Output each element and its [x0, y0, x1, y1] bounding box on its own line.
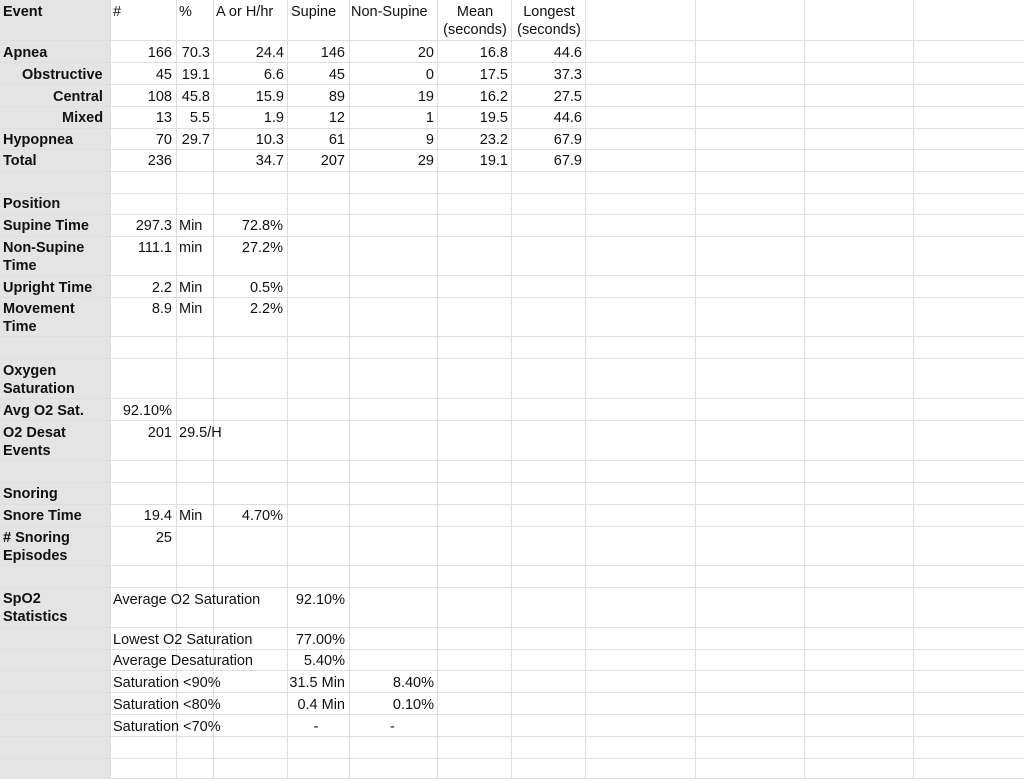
position-unit-upright[interactable]: Min [179, 280, 203, 296]
event-label-apnea[interactable]: Apnea [3, 45, 48, 61]
spo2-label[interactable]: Lowest O2 Saturation [113, 632, 253, 648]
snore-time-label[interactable]: Snore Time [3, 508, 82, 524]
event-rate-cell[interactable]: 15.9 [255, 89, 284, 105]
snore-time-percent[interactable]: 4.70% [241, 508, 283, 524]
oxygen-avg-value[interactable]: 92.10% [122, 403, 172, 419]
row-divider [0, 106, 1024, 107]
event-rate-cell[interactable]: 24.4 [255, 45, 284, 61]
event-non-supine-cell[interactable]: 0 [425, 67, 434, 83]
column-divider [695, 0, 696, 779]
event-supine-cell[interactable]: 89 [328, 89, 345, 105]
event-non-supine-cell[interactable]: 1 [425, 110, 434, 126]
row-divider [0, 692, 1024, 693]
event-supine-cell[interactable]: 146 [320, 45, 345, 61]
event-percent-cell[interactable]: 19.1 [181, 67, 210, 83]
event-percent-cell[interactable]: 5.5 [189, 110, 210, 126]
row-divider [0, 398, 1024, 399]
event-longest-cell[interactable]: 27.5 [553, 89, 582, 105]
row-divider [0, 504, 1024, 505]
row-divider [0, 128, 1024, 129]
spo2-label[interactable]: Saturation <80% [113, 697, 221, 713]
event-mean-cell[interactable]: 23.2 [479, 132, 508, 148]
spo2-label[interactable]: Average Desaturation [113, 653, 253, 669]
event-label-obstructive[interactable]: Obstructive [22, 67, 103, 83]
row-divider [0, 84, 1024, 85]
event-count-cell[interactable]: 70 [155, 132, 172, 148]
snore-time-value[interactable]: 19.4 [143, 508, 172, 524]
row-divider [0, 62, 1024, 63]
row-divider [0, 587, 1024, 588]
event-mean-cell[interactable]: 19.5 [479, 110, 508, 126]
spo2-label[interactable]: Saturation <90% [113, 675, 221, 691]
row-divider [0, 40, 1024, 41]
event-non-supine-cell[interactable]: 20 [417, 45, 434, 61]
spo2-value[interactable]: - [313, 719, 319, 735]
event-supine-cell[interactable]: 45 [328, 67, 345, 83]
oxygen-title[interactable]: Oxygen Saturation [3, 363, 75, 397]
spo2-label[interactable]: Saturation <70% [113, 719, 221, 735]
spo2-value[interactable]: 5.40% [303, 653, 345, 669]
spo2-extra[interactable]: 8.40% [392, 675, 434, 691]
position-label-non-supine[interactable]: Non-Supine Time [3, 240, 85, 274]
event-non-supine-cell[interactable]: 19 [417, 89, 434, 105]
row-divider [0, 736, 1024, 737]
position-label-supine[interactable]: Supine Time [3, 218, 89, 234]
event-label-mixed[interactable]: Mixed [62, 110, 104, 126]
event-supine-cell[interactable]: 207 [320, 153, 345, 169]
position-label-movement[interactable]: Movement Time [3, 301, 75, 335]
event-rate-cell[interactable]: 1.9 [263, 110, 284, 126]
event-rate-cell[interactable]: 34.7 [255, 153, 284, 169]
header-event[interactable]: Event [3, 4, 43, 20]
row-divider [0, 275, 1024, 276]
column-divider [585, 0, 586, 779]
header-count[interactable]: # [113, 4, 122, 20]
header-rate[interactable]: A or H/hr [216, 4, 274, 20]
row-divider [0, 214, 1024, 215]
oxygen-desat-label[interactable]: O2 Desat Events [3, 425, 66, 459]
row-divider [0, 358, 1024, 359]
spo2-title[interactable]: SpO2 Statistics [3, 591, 68, 625]
spo2-extra[interactable]: 0.10% [392, 697, 434, 713]
row-divider [0, 193, 1024, 194]
spo2-value[interactable]: 0.4 Min [297, 697, 345, 713]
row-divider [0, 627, 1024, 628]
row-divider [0, 649, 1024, 650]
row-divider [0, 171, 1024, 172]
event-supine-cell[interactable]: 12 [328, 110, 345, 126]
snoring-title[interactable]: Snoring [3, 486, 58, 502]
event-longest-cell[interactable]: 44.6 [553, 45, 582, 61]
row-divider [0, 460, 1024, 461]
event-count-cell[interactable]: 108 [147, 89, 172, 105]
position-value-non-supine[interactable]: 111.1 [137, 240, 172, 256]
event-count-cell[interactable]: 45 [155, 67, 172, 83]
snore-time-unit[interactable]: Min [179, 508, 203, 524]
spo2-label[interactable]: Average O2 Saturation [113, 592, 261, 608]
spo2-value[interactable]: 92.10% [295, 592, 345, 608]
row-divider [0, 149, 1024, 150]
row-divider [0, 758, 1024, 759]
position-label-upright[interactable]: Upright Time [3, 280, 93, 296]
row-divider [0, 565, 1024, 566]
header-mean[interactable]: Mean (seconds) [443, 4, 507, 38]
position-value-supine[interactable]: 297.3 [135, 218, 172, 234]
header-percent[interactable]: % [179, 4, 192, 20]
column-divider [913, 0, 914, 779]
snoring-episodes-value[interactable]: 25 [155, 530, 172, 546]
event-percent-cell[interactable]: 45.8 [181, 89, 210, 105]
event-count-cell[interactable]: 236 [147, 153, 172, 169]
header-longest[interactable]: Longest (seconds) [517, 4, 581, 38]
event-non-supine-cell[interactable]: 9 [425, 132, 434, 148]
position-unit-supine[interactable]: Min [179, 218, 203, 234]
position-value-upright[interactable]: 2.2 [151, 280, 172, 296]
event-mean-cell[interactable]: 16.8 [479, 45, 508, 61]
snoring-episodes-label[interactable]: # Snoring Episodes [3, 530, 70, 564]
event-count-cell[interactable]: 13 [155, 110, 172, 126]
event-mean-cell[interactable]: 19.1 [479, 153, 508, 169]
row-divider [0, 297, 1024, 298]
event-mean-cell[interactable]: 17.5 [479, 67, 508, 83]
spo2-extra[interactable]: - [390, 719, 395, 735]
event-longest-cell[interactable]: 67.9 [553, 132, 582, 148]
row-divider [0, 236, 1024, 237]
row-divider [0, 482, 1024, 483]
oxygen-avg-label[interactable]: Avg O2 Sat. [3, 403, 84, 419]
position-percent-non-supine[interactable]: 27.2% [241, 240, 283, 256]
event-percent-cell[interactable]: 70.3 [181, 45, 210, 61]
position-value-movement[interactable]: 8.9 [151, 301, 172, 317]
position-percent-supine[interactable]: 72.8% [241, 218, 283, 234]
event-longest-cell[interactable]: 44.6 [553, 110, 582, 126]
column-divider [804, 0, 805, 779]
event-count-cell[interactable]: 166 [147, 45, 172, 61]
event-label-hypopnea[interactable]: Hypopnea [3, 132, 74, 148]
position-percent-movement[interactable]: 2.2% [249, 301, 283, 317]
header-non-supine[interactable]: Non-Supine [351, 4, 428, 20]
spo2-value[interactable]: 31.5 Min [289, 675, 345, 691]
event-percent-cell[interactable]: 29.7 [181, 132, 210, 148]
event-label-total[interactable]: Total [3, 153, 37, 169]
spo2-value[interactable]: 77.00% [295, 632, 345, 648]
oxygen-desat-value[interactable]: 201 [147, 425, 172, 441]
event-supine-cell[interactable]: 61 [328, 132, 345, 148]
row-divider [0, 420, 1024, 421]
row-divider [0, 526, 1024, 527]
event-longest-cell[interactable]: 37.3 [553, 67, 582, 83]
oxygen-desat-rate[interactable]: 29.5/H [179, 425, 222, 441]
position-unit-non-supine[interactable]: min [179, 240, 203, 256]
event-label-central[interactable]: Central [53, 89, 103, 105]
row-divider [0, 714, 1024, 715]
event-rate-cell[interactable]: 6.6 [263, 67, 284, 83]
event-rate-cell[interactable]: 10.3 [255, 132, 284, 148]
event-non-supine-cell[interactable]: 29 [417, 153, 434, 169]
row-divider [0, 670, 1024, 671]
row-divider [0, 336, 1024, 337]
header-supine[interactable]: Supine [291, 4, 337, 20]
position-unit-movement[interactable]: Min [179, 301, 203, 317]
event-longest-cell[interactable]: 67.9 [553, 153, 582, 169]
event-mean-cell[interactable]: 16.2 [479, 89, 508, 105]
position-title[interactable]: Position [3, 196, 61, 212]
position-percent-upright[interactable]: 0.5% [249, 280, 283, 296]
